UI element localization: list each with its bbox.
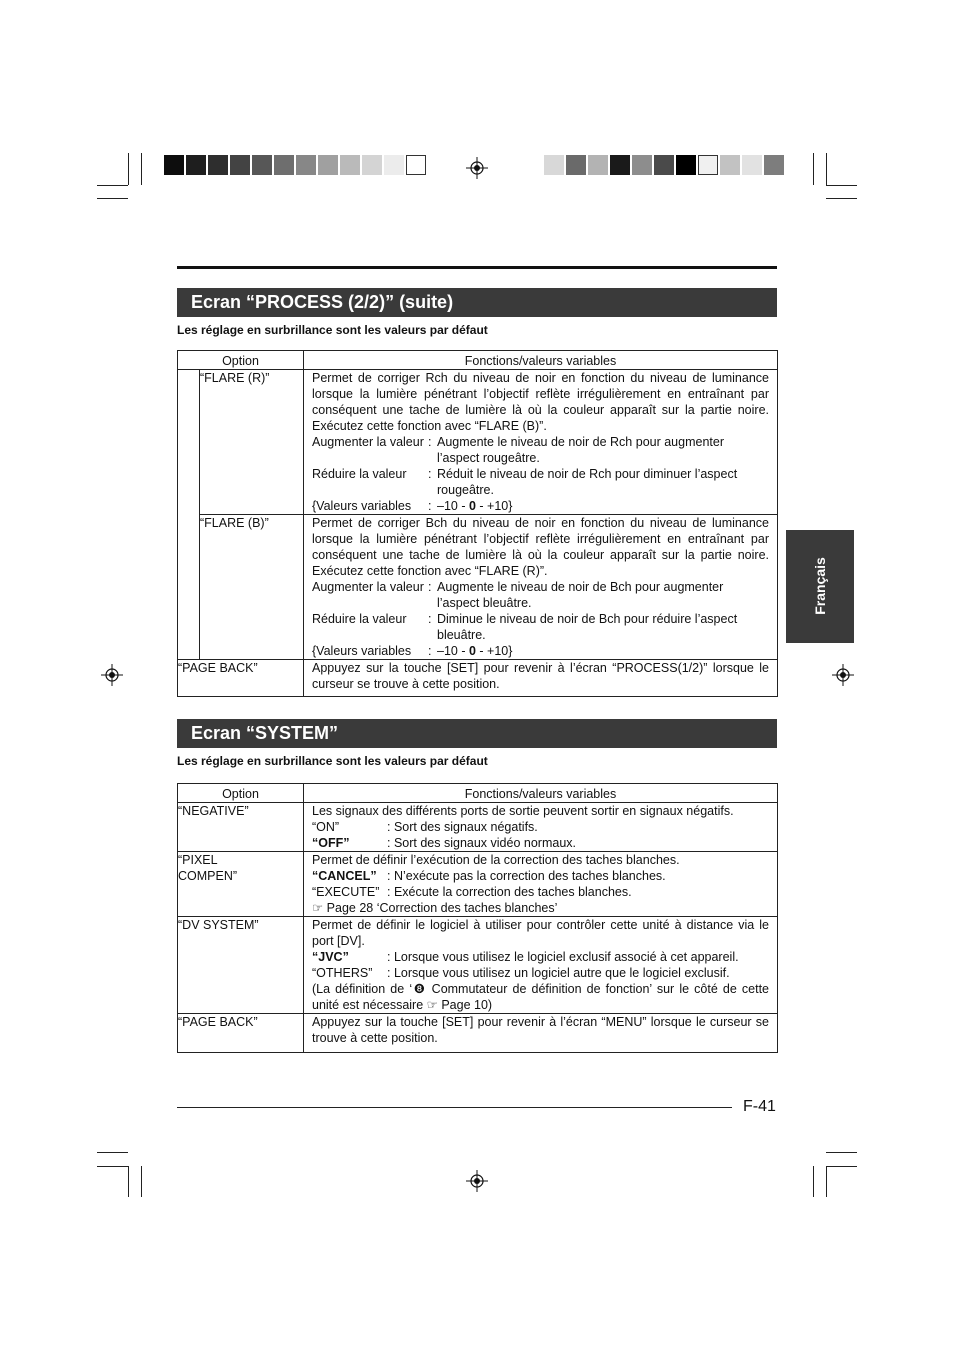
language-tab [786,530,854,643]
color-swatch [764,155,784,175]
kv-row [304,868,777,884]
desc-text: Appuyez sur la touche [SET] pour revenir à l’écran “MENU” lorsque le curseur se trouve à cette position. [312,1015,769,1045]
kv-value: Augmente le niveau de noir de Bch pour augmenter l’aspect bleuâtre. [437,580,724,610]
crop-mark [813,1166,814,1197]
kv-sep: : [428,612,432,626]
kv-row [304,643,777,659]
option-line: “PIXEL [178,853,218,867]
registration-mark-icon [101,664,123,686]
crop-mark [826,1152,857,1153]
kv-sep: : [428,644,432,658]
kv-key: “EXECUTE” [312,885,380,899]
color-swatch [164,155,184,175]
registration-mark-icon [466,1170,488,1192]
color-swatch [698,155,718,175]
crop-mark [826,198,857,199]
footer-rule [177,1107,732,1108]
section-title-process: Ecran “PROCESS (2/2)” (suite) [177,288,777,317]
registration-mark-icon [832,664,854,686]
color-swatch [566,155,586,175]
range-default: 0 [468,499,476,513]
kv-sep: : [428,580,432,594]
section-title-system: Ecran “SYSTEM” [177,719,777,748]
crop-mark [97,1152,128,1153]
kv-key: Réduire la valeur [312,612,407,626]
header-func: Fonctions/valeurs variables [304,351,778,370]
crop-mark [826,185,857,186]
kv-key: “CANCEL” [312,869,377,883]
language-tab-label: Français [812,557,828,615]
color-bar-right [544,155,786,175]
registration-mark-icon [466,157,488,179]
table-row [178,660,778,697]
kv-key: “ON” [312,820,340,834]
kv-sep: : [428,499,432,513]
kv-key: “OTHERS” [312,966,373,980]
table-row [178,1014,778,1053]
func-page-back [304,1014,778,1053]
range-start: –10 - [437,644,469,658]
kv-key: “JVC” [312,950,349,964]
kv-row [304,611,777,643]
header-option: Option [178,784,304,803]
crop-mark [97,1166,128,1167]
color-swatch [252,155,272,175]
color-swatch [340,155,360,175]
page-reference: ☞ Page 28 ‘Correction des taches blanches’ [312,901,558,915]
table-row [178,852,778,917]
kv-value [437,498,769,514]
color-swatch [676,155,696,175]
kv-value: : Lorsque vous utilisez un logiciel autre que le logiciel exclusif. [387,966,730,980]
desc-text: Permet de définir l’exécution de la correction des taches blanches. [312,853,680,867]
option-flare-b: “FLARE (B)” [200,515,304,660]
indent-cell [178,370,200,660]
range-end: - +10} [475,644,513,658]
color-swatch [720,155,740,175]
option-page-back: “PAGE BACK” [178,1014,304,1053]
kv-key: Augmenter la valeur [312,580,424,594]
color-swatch [208,155,228,175]
kv-row [304,466,777,498]
range-default: 0 [468,644,476,658]
color-swatch [610,155,630,175]
func-dv-system [304,917,778,1014]
desc-text: Permet de corriger Rch du niveau de noir en fonction du niveau de luminance lorsque la lumière pénétrant l’objectif reflète irrégulièrement en entraînant par conséquent une tache de lumière là où la couleur apparaît sur la partie noire. Exécutez cette fonction avec “FLARE (B)”. [312,371,769,433]
kv-value: : N’exécute pas la correction des taches blanches. [387,869,666,883]
color-swatch [742,155,762,175]
crop-mark [128,1166,129,1197]
table-header-row [178,784,778,803]
kv-value: : Sort des signaux vidéo normaux. [387,836,576,850]
crop-mark [97,185,128,186]
desc-text: Appuyez sur la touche [SET] pour revenir à l’écran “PROCESS(1/2)” lorsque le curseur se trouve à cette position. [312,661,769,691]
page-number: F-41 [743,1098,776,1115]
kv-row [304,819,777,835]
color-swatch [406,155,426,175]
color-swatch [186,155,206,175]
range-end: - +10} [475,499,513,513]
kv-value: Réduit le niveau de noir de Rch pour diminuer l’aspect rougeâtre. [437,467,738,497]
range-start: –10 - [437,499,469,513]
kv-value: : Sort des signaux négatifs. [387,820,538,834]
kv-key: Réduire la valeur [312,467,407,481]
func-page-back [304,660,778,697]
color-swatch [632,155,652,175]
table-row [178,370,778,515]
crop-mark [128,153,129,185]
option-line: COMPEN” [178,869,238,883]
crop-mark [813,153,814,185]
color-bar-left [164,155,428,175]
header-option: Option [178,351,304,370]
color-swatch [274,155,294,175]
kv-sep: : [428,435,432,449]
kv-row [304,498,777,514]
color-swatch [654,155,674,175]
color-swatch [362,155,382,175]
func-flare-r [304,370,778,515]
kv-value [437,643,769,659]
default-note: Les réglage en surbrillance sont les valeurs par défaut [177,323,488,337]
kv-value: : Exécute la correction des taches blanches. [387,885,632,899]
crop-mark [141,153,142,185]
crop-mark [826,1166,827,1197]
color-swatch [230,155,250,175]
kv-value: Diminue le niveau de noir de Bch pour réduire l’aspect bleuâtre. [437,612,738,642]
kv-row [304,835,777,851]
kv-row [304,434,777,466]
func-negative [304,803,778,852]
crop-mark [97,198,128,199]
kv-key: Augmenter la valeur [312,435,424,449]
crop-mark [826,1166,857,1167]
color-swatch [544,155,564,175]
func-flare-b [304,515,778,660]
kv-row [304,884,777,900]
kv-sep: : [428,467,432,481]
color-swatch [588,155,608,175]
color-swatch [296,155,316,175]
kv-key: {Valeurs variables [312,644,412,658]
table-row [178,803,778,852]
desc-text: Permet de corriger Bch du niveau de noir en fonction du niveau de luminance lorsque la lumière pénétrant l’objectif reflète irrégulièrement en entraînant par conséquent une tache de lumière là où la couleur apparaît sur la partie noire. Exécutez cette fonction avec “FLARE (R)”. [312,516,769,578]
table-row [178,917,778,1014]
system-table [177,783,778,1053]
kv-row [304,579,777,611]
kv-row [304,965,777,981]
default-note: Les réglage en surbrillance sont les valeurs par défaut [177,754,488,768]
desc-text: Permet de définir le logiciel à utiliser pour contrôler cette unité à distance via le port [DV]. [312,918,769,948]
color-swatch [318,155,338,175]
table-row [178,515,778,660]
func-pixel-compen [304,852,778,917]
process-table [177,350,778,697]
desc-text: Les signaux des différents ports de sortie peuvent sortir en signaux négatifs. [312,804,734,818]
option-negative: “NEGATIVE” [178,803,304,852]
kv-row [304,949,777,965]
kv-value: Augmente le niveau de noir de Rch pour augmenter l’aspect rougeâtre. [437,435,724,465]
kv-key: “OFF” [312,836,350,850]
color-swatch [384,155,404,175]
crop-mark [826,153,827,185]
option-pixel-compen [178,852,304,917]
kv-value: : Lorsque vous utilisez le logiciel exclusif associé à cet appareil. [387,950,739,964]
option-flare-r: “FLARE (R)” [200,370,304,515]
option-page-back: “PAGE BACK” [178,660,304,697]
header-func: Fonctions/valeurs variables [304,784,778,803]
kv-key: {Valeurs variables [312,499,412,513]
crop-mark [141,1166,142,1197]
page-reference: (La définition de ‘❽ Commutateur de définition de fonction’ sur le côté de cette unité est nécessaire ☞ Page 10) [312,982,769,1012]
table-header-row [178,351,778,370]
section-rule [177,266,777,269]
option-dv-system: “DV SYSTEM” [178,917,304,1014]
